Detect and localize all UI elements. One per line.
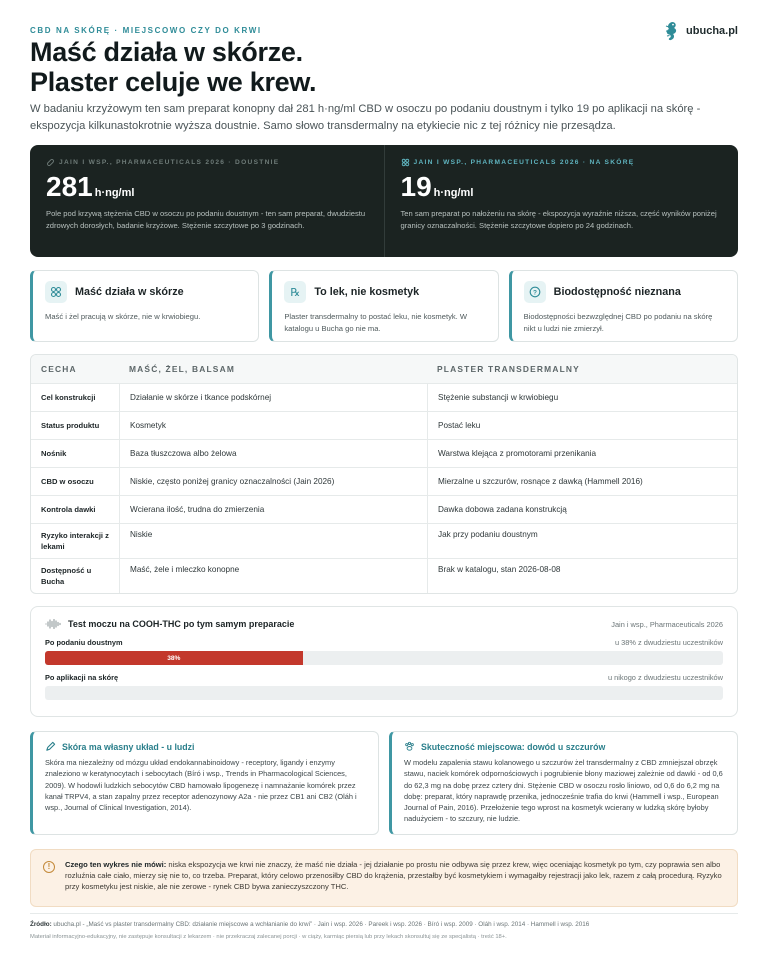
row-label: Status produktu (41, 421, 100, 430)
column-header: PLASTER TRANSDERMALNY (437, 364, 580, 374)
info-cards (30, 270, 738, 342)
table-cell: Kosmetyk (119, 412, 427, 439)
table-cell: Wcierana ilość, trudna do zmierzenia (119, 496, 427, 523)
stat-oral (30, 145, 384, 257)
table-cell: Postać leku (427, 412, 737, 439)
warning-box (30, 849, 738, 907)
paw-icon (404, 741, 415, 752)
rx-icon: ℞ (284, 281, 306, 303)
footer (30, 921, 738, 940)
table-cell: Niskie (119, 524, 427, 558)
kicker: CBD NA SKÓRĘ · MIEJSCOWO CZY DO KRWI (30, 26, 262, 35)
table-cell: Jak przy podaniu doustnym (427, 524, 737, 558)
table-row (31, 558, 737, 593)
card-description: Plaster transdermalny to postać leku, nie kosmetyk. W katalogu u Bucha go nie ma. (284, 312, 468, 333)
warning-text: niska ekspozycja we krwi nie znaczy, że maść nie działa - jej działanie po prostu nie odbywa się przez krew, więc oceniając kosmetyk po tym, czy poprawia sen albo rozluźnia całe ciało, mierzy się nie to, co trzeba. Preparat, który celowo przenosiłby CBD do krążenia, przestałby być kosmetykiem i wymagałby rejestracji jako lek, razem z całą procedurą. Ryzyko przy kosmetyku jest niskie, ale nie zerowe - rynek CBD bywa zanieczyszczony THC. (65, 860, 722, 892)
warning-lead: Czego ten wykres nie mówi: (65, 860, 167, 869)
info-card (30, 270, 259, 342)
layers-icon (45, 281, 67, 303)
table-cell: Niskie, często poniżej granicy oznaczalności (Jain 2026) (119, 468, 427, 495)
comparison-table (30, 354, 738, 594)
svg-text:?: ? (532, 289, 537, 297)
evidence-panels (30, 731, 738, 835)
bar-fill (45, 651, 303, 665)
row-label: Dostępność u Bucha (41, 566, 92, 586)
row-label: Cel konstrukcji (41, 393, 96, 402)
skin-icon (401, 158, 410, 167)
table-row (31, 439, 737, 467)
source-text: ubucha.pl - „Maść vs plaster transdermalny CBD: działanie miejscowe a wchłanianie do krwi” · Jain i wsp. 2026 · Pareek i wsp. 2026 · Bíró i wsp. 2009 · Oláh i wsp. 2014 · Hammell i wsp. 2016 (51, 921, 590, 928)
stat-description: Pole pod krzywą stężenia CBD w osoczu po podaniu doustnym - ten sam preparat, dwudziestu zdrowych dorosłych, badanie krzyżowe. Stężenie szczytowe po 3 godzinach. (46, 209, 366, 230)
row-label: Ryzyko interakcji z lekami (41, 531, 109, 551)
stat-source: JAIN I WSP., PHARMACEUTICALS 2026 · NA SKÓRĘ (401, 158, 723, 167)
table-cell: Maść, żele i mleczko konopne (119, 559, 427, 593)
brand-logo[interactable] (663, 20, 738, 42)
source-label: Źródło: (30, 921, 52, 928)
bar-note: u 38% z dwudziestu uczestników (614, 638, 723, 647)
stat-skin (384, 145, 739, 257)
panel-title: Skuteczność miejscowa: dowód u szczurów (421, 741, 606, 752)
info-card (509, 270, 738, 342)
title-line-1: Maść działa w skórze. (30, 37, 303, 67)
page-title (30, 37, 316, 97)
table-cell: Działanie w skórze i tkance podskórnej (119, 384, 427, 411)
stat-value: 19 (400, 171, 432, 202)
question-icon (524, 281, 546, 303)
table-row (31, 495, 737, 523)
table-row (31, 383, 737, 411)
table-header (31, 355, 737, 383)
pen-icon (45, 741, 56, 752)
stats-panel (30, 145, 738, 257)
bar-label: Po aplikacji na skórę (45, 673, 119, 682)
panel-text: W modelu zapalenia stawu kolanowego u szczurów żel transdermalny z CBD zmniejszał obrzęk stawu, naciek komórek odpornościowych i pogrubienie błony maziowej zależnie od dawki - od 0,6 do 62,3 mg na dobę przez cztery dni. Stężenie CBD w osoczu rosło liniowo, od 0,6 do 6,2 mg na dobę: preparat, który naprawdę przenika, jednocześnie trafia do krwi (Hammell i wsp., European Journal of Pain, 2016). Przełożenie tego wprost na kosmetyk wcierany w ludzką skórę byłoby nadużyciem - to szczury, nie ludzie. (404, 758, 723, 824)
stat-description: Ten sam preparat po nałożeniu na skórę - ekspozycja wyraźnie niższa, część wyników poniżej granicy oznaczalności. Stężenie szczytowe dopiero po 24 godzinach. (400, 209, 717, 230)
stat-value-row (401, 172, 723, 202)
title-line-2: Plaster celuje we krew. (30, 67, 317, 97)
row-label: Nośnik (41, 449, 67, 458)
table-cell: Warstwa klejąca z promotorami przenikania (427, 440, 737, 467)
table-cell: Brak w katalogu, stan 2026-08-08 (427, 559, 737, 593)
card-title: Maść działa w skórze (75, 286, 184, 298)
card-title: To lek, nie kosmetyk (314, 286, 420, 298)
stat-unit: h·ng/ml (94, 187, 135, 199)
bar-note: u nikogo z dwudziestu uczestników (607, 673, 723, 682)
bar-label: Po podaniu doustnym (45, 638, 123, 647)
bar-value-label: 38% (167, 654, 181, 662)
brand-name: ubucha.pl (686, 25, 738, 37)
row-label: CBD w osoczu (41, 477, 94, 486)
footer-disclaimer: Materiał informacyjno-edukacyjny, nie zastępuje konsultacji z lekarzem · nie przekraczaj zalecanej porcji · w ciąży, karmiąc piersią lub przy lekach skonsultuj się ze specjalistą · treść 18+. (30, 934, 507, 940)
card-title: Biodostępność nieznana (553, 286, 681, 298)
panel-title: Skóra ma własny układ - u ludzi (62, 741, 195, 752)
card-description: Biodostępności bezwzględnej CBD po podaniu na skórę nikt u ludzi nie zmierzył. (523, 312, 713, 333)
table-row (31, 523, 737, 558)
footer-source (30, 921, 738, 928)
stat-source: JAIN I WSP., PHARMACEUTICALS 2026 · DOUSTNIE (46, 158, 368, 167)
column-header: CECHA (41, 364, 77, 374)
table-row (31, 467, 737, 495)
seahorse-logo-icon (663, 20, 681, 42)
panel-text: Skóra ma niezależny od mózgu układ endokannabinoidowy - receptory, ligandy i enzymy znaleziono w keratynocytach i sebocytach (Bíró i wsp., Trends in Pharmacological Sciences, 2009). W hodowli ludzkich sebocytów CBD hamowało lipogenezę i namnażanie komórek przez kanał TRPV4, a stan zapalny przez receptor adenozynowy A2a - nie przez CB1 ani CB2 (Oláh i wsp., Journal of Clinical Investigation, 2014). (45, 758, 357, 813)
bar-track (45, 686, 723, 700)
urine-test-panel (30, 606, 738, 717)
waveform-icon (45, 619, 61, 629)
test-source: Jain i wsp., Pharmaceuticals 2026 (611, 619, 723, 629)
table-cell: Stężenie substancji w krwiobiegu (427, 384, 737, 411)
evidence-panel (389, 731, 738, 835)
table-cell: Mierzalne u szczurów, rosnące z dawką (Hammell 2016) (427, 468, 737, 495)
lead-paragraph: W badaniu krzyżowym ten sam preparat konopny dał 281 h·ng/ml CBD w osoczu po podaniu doustnym i tylko 19 po aplikacji na skórę - ekspozycja kilkunastokrotnie wyższa doustnie. Samo słowo transdermalny na etykiecie nic z tej różnicy nie przesądza. (30, 103, 701, 132)
card-description: Maść i żel pracują w skórze, nie w krwiobiegu. (45, 312, 201, 321)
pill-icon (46, 158, 55, 167)
column-header: MAŚĆ, ŻEL, BALSAM (129, 364, 236, 374)
alert-icon: ! (43, 861, 55, 873)
table-row (31, 411, 737, 439)
test-title: Test moczu na COOH-THC po tym samym preparacie (68, 619, 295, 629)
row-label: Kontrola dawki (41, 505, 96, 514)
table-cell: Baza tłuszczowa albo żelowa (119, 440, 427, 467)
stat-value: 281 (46, 171, 93, 202)
table-cell: Dawka dobowa zadana konstrukcją (427, 496, 737, 523)
bar-track (45, 651, 723, 665)
stat-unit: h·ng/ml (433, 187, 474, 199)
evidence-panel (30, 731, 379, 835)
stat-value-row (46, 172, 368, 202)
info-card (269, 270, 498, 342)
